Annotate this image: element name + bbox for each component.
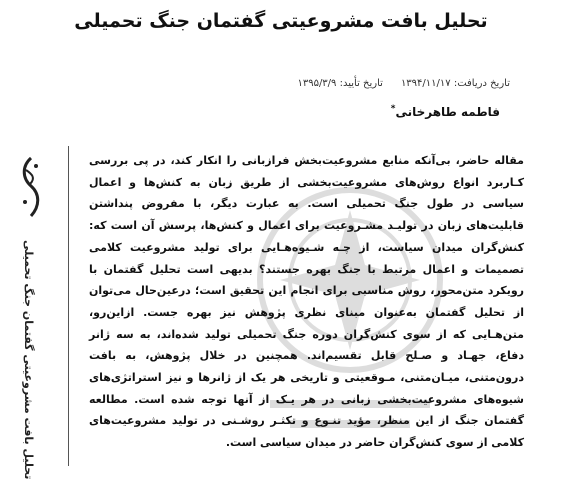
received-date: تاریخ دریافت: ۱۳۹۴/۱۱/۱۷ bbox=[400, 78, 510, 89]
journal-logo-icon bbox=[18, 156, 44, 220]
abstract-text: مقاله حاضر، بی‌آنکه منابع مشروعیت‌بخش فرازبانی را انکار کند، در پی بررسی کـاربرد انواع روش‌های مشروعیت‌بخشی از طریق زبان به کنش‌ها و اعمال سیاسی در طول جنگ تحمیلی است. به عبارت دیگر، با مفروض پنداشتن قابلیت‌های زبان در تولیـد مشـروعیت برای اعمال و کنش‌ها، پرسش آن است که: کنش‌گران میدان سیاست، از چـه شـیوه‌هـایی برای تولید مشروعیت کلامی تصمیمات و اعمال مرتبط با جنگ بهره جستند؟ بدیهی است تحلیل گفتمان با رویکرد متن‌محور، روش مناسبی برای انجام این تحقیق است؛ درعین‌حال می‌توان از تحلیل گفتمان به‌عنوان مبنای نظری پژوهش نیز بهره جست. ازاین‌رو، متن‌هـایی که از سوی کنش‌گران دوره جنگ تحمیلی تولید شده‌اند، به سه ژانر دفاع، جهـاد و صـلح قابل تقسیم‌اند. همچنین در خلال پژوهش، به بافت درون‌متنی، میـان‌متنی، مـوقعیتی و تاریخی هر یک از ژانرها و نیز استراتژی‌های شیوه‌های مشروعیت‌بخشی زبانی در هر یـک از آنها توجه شده است. مطالعه گفتمان جنگ از این منظر، مؤید تنـوع و تکثـر روشـنی در تولید مشروعیت‌های کلامی از سوی کنش‌گران حاضر در میدان سیاسی است. bbox=[89, 154, 524, 450]
dates-row bbox=[50, 78, 510, 89]
side-divider bbox=[68, 146, 69, 466]
paper-title: تحلیل بافت مشروعیتی گفتمان جنگ تحمیلی bbox=[74, 10, 488, 32]
running-header: تحلیل بافت مشروعیتی گفتمان جنگ تحمیلی bbox=[22, 240, 35, 480]
author-name: فاطمه طاهرخانی bbox=[395, 105, 500, 119]
author-line bbox=[391, 104, 500, 119]
approved-date: تاریخ تأیید: ۱۳۹۵/۳/۹ bbox=[297, 78, 383, 89]
author-footnote-mark: * bbox=[390, 104, 396, 114]
